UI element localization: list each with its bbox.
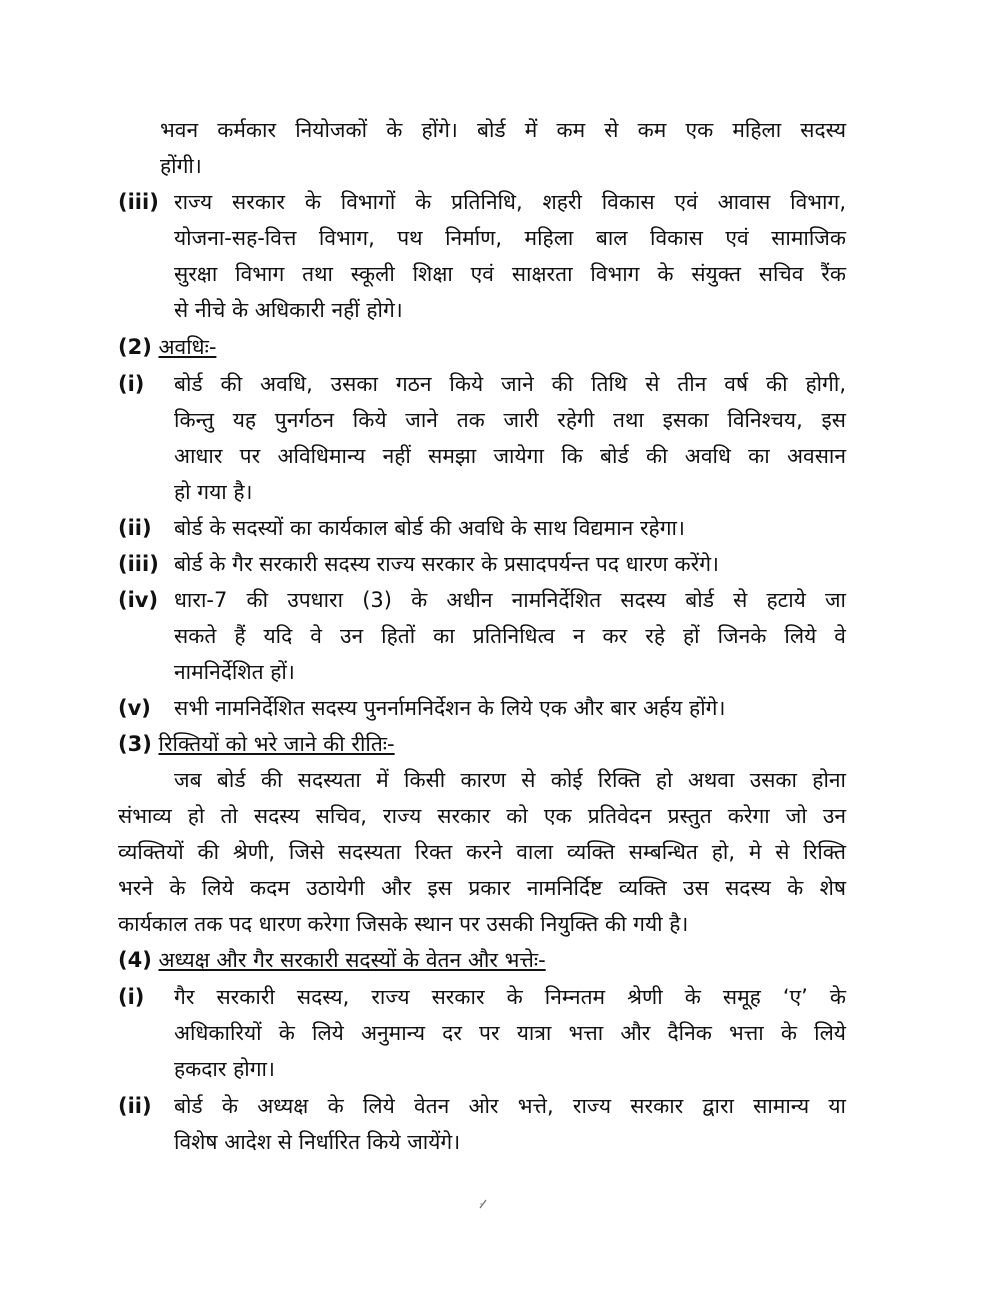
- item-line: किन्तु यह पुनर्गठन किये जाने तक जारी रहेगी तथा इसका विनिश्चय, इस: [174, 408, 846, 432]
- item-line: सुरक्षा विभाग तथा स्कूली शिक्षा एवं साक्षरता विभाग के संयुक्त सचिव रैंक: [174, 262, 846, 286]
- paragraph-line: व्यक्तियों की श्रेणी, जिसे सदस्यता रिक्त करने वाला व्यक्ति सम्बन्धित हो, मे से रिक्ति: [118, 840, 846, 864]
- section-heading: [118, 942, 546, 978]
- section-number: (4): [118, 948, 152, 972]
- paragraph-line: भवन कर्मकार नियोजकों के होंगे। बोर्ड में कम से कम एक महिला सदस्य: [160, 118, 846, 142]
- item-line: गैर सरकारी सदस्य, राज्य सरकार के निम्नतम श्रेणी के समूह ‘ए’ के: [174, 985, 846, 1009]
- item-marker: (i): [118, 985, 145, 1009]
- item-line: से नीचे के अधिकारी नहीं होगे।: [174, 298, 403, 322]
- section-heading: [118, 329, 216, 365]
- section-heading: [118, 726, 395, 762]
- item-marker: (iii): [118, 552, 159, 576]
- item-line: अधिकारियों के लिये अनुमान्य दर पर यात्रा भत्ता और दैनिक भत्ता के लिये: [174, 1021, 846, 1045]
- section-title: अवधिः-: [158, 335, 217, 359]
- item-line: बोर्ड की अवधि, उसका गठन किये जाने की तिथि से तीन वर्ष की होगी,: [174, 372, 846, 396]
- paragraph-line: कार्यकाल तक पद धारण करेगा जिसके स्थान पर उसकी नियुक्ति की गयी है।: [118, 912, 689, 936]
- paragraph-line: भरने के लिये कदम उठायेगी और इस प्रकार नामनिर्दिष्ट व्यक्ति उस सदस्य के शेष: [118, 876, 846, 900]
- paragraph-line: होंगी।: [160, 154, 202, 178]
- section-number: (2): [118, 335, 152, 359]
- item-marker: (v): [118, 696, 151, 720]
- item-marker: (iii): [118, 190, 159, 214]
- item-marker: (ii): [118, 516, 152, 540]
- paragraph-line: संभाव्य हो तो सदस्य सचिव, राज्य सरकार को एक प्रतिवेदन प्रस्तुत करेगा जो उन: [118, 804, 846, 828]
- item-line: सभी नामनिर्देशित सदस्य पुनर्नामनिर्देशन के लिये एक और बार अर्हय होंगे।: [174, 696, 726, 720]
- item-line: नामनिर्देशित हों।: [174, 660, 295, 684]
- item-line: बोर्ड के अध्यक्ष के लिये वेतन ओर भत्ते, राज्य सरकार द्वारा सामान्य या: [174, 1094, 846, 1118]
- item-line: धारा-7 की उपधारा (3) के अधीन नामनिर्देशित सदस्य बोर्ड से हटाये जा: [174, 588, 846, 612]
- item-marker: (ii): [118, 1094, 152, 1118]
- section-number: (3): [118, 732, 152, 756]
- item-line: बोर्ड के सदस्यों का कार्यकाल बोर्ड की अवधि के साथ विद्यमान रहेगा।: [174, 516, 685, 540]
- page-mark-icon: [478, 1198, 488, 1213]
- section-title: रिक्तियों को भरे जाने की रीतिः-: [158, 732, 395, 756]
- item-marker: (iv): [118, 588, 159, 612]
- item-line: योजना-सह-वित्त विभाग, पथ निर्माण, महिला बाल विकास एवं सामाजिक: [174, 226, 846, 250]
- section-title: अध्यक्ष और गैर सरकारी सदस्यों के वेतन और भत्तेः-: [158, 948, 546, 972]
- item-line: राज्य सरकार के विभागों के प्रतिनिधि, शहरी विकास एवं आवास विभाग,: [174, 190, 846, 214]
- item-line: आधार पर अविधिमान्य नहीं समझा जायेगा कि बोर्ड की अवधि का अवसान: [174, 444, 846, 468]
- item-marker: (i): [118, 372, 145, 396]
- item-line: हकदार होगा।: [174, 1057, 275, 1081]
- item-line: हो गया है।: [174, 480, 253, 504]
- item-line: विशेष आदेश से निर्धारित किये जायेंगे।: [174, 1130, 461, 1154]
- item-line: सकते हैं यदि वे उन हितों का प्रतिनिधित्व न कर रहे हों जिनके लिये वे: [174, 624, 846, 648]
- paragraph-line: जब बोर्ड की सदस्यता में किसी कारण से कोई रिक्ति हो अथवा उसका होना: [174, 768, 846, 792]
- item-line: बोर्ड के गैर सरकारी सदस्य राज्य सरकार के प्रसादपर्यन्त पद धारण करेंगे।: [174, 552, 719, 576]
